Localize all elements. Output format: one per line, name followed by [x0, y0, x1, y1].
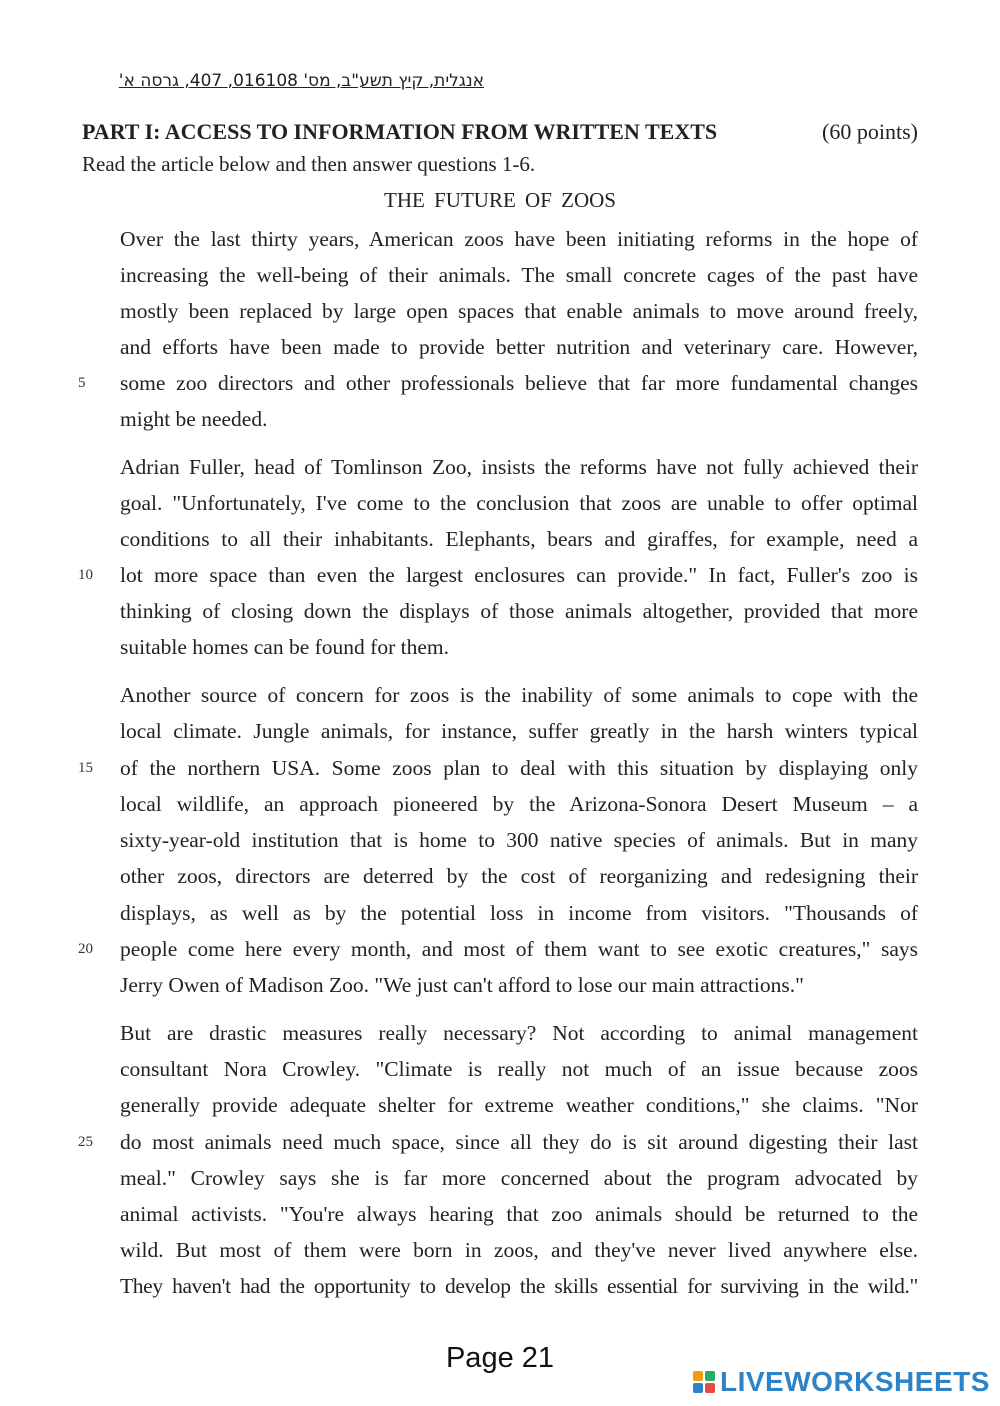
article-line: Another source of concern for zoos is the inability of some animals to cope with the: [120, 683, 918, 707]
article-line: do most animals need much space, since all they do is sit around digesting their last: [120, 1130, 918, 1154]
line-number: 25: [78, 1134, 93, 1150]
article-line: might be needed.: [120, 407, 268, 431]
line-number: 15: [78, 760, 93, 776]
liveworksheets-logo-icon: [692, 1370, 716, 1394]
logo-text: LIVEWORKSHEETS: [720, 1366, 990, 1397]
exam-header: אנגלית, קיץ תשע"ב, מס' 016108, 407, גרסה א': [118, 71, 484, 91]
article-line: consultant Nora Crowley. "Climate is really not much of an issue because zoos: [120, 1057, 918, 1081]
article-line: generally provide adequate shelter for extreme weather conditions," she claims. "Nor: [120, 1093, 918, 1117]
article-line: mostly been replaced by large open spaces that enable animals to move around freely,: [120, 299, 918, 323]
line-number: 10: [78, 567, 93, 583]
article-line: They haven't had the opportunity to develop the skills essential for surviving in the wild.": [120, 1274, 918, 1298]
article-line: meal." Crowley says she is far more concerned about the program advocated by: [120, 1166, 918, 1190]
part-points: (60 points): [822, 119, 918, 144]
article-line: displays, as well as by the potential loss in income from visitors. "Thousands of: [120, 901, 918, 925]
article-line: local wildlife, an approach pioneered by the Arizona-Sonora Desert Museum – a: [120, 792, 918, 816]
article-line: conditions to all their inhabitants. Elephants, bears and giraffes, for example, need a: [120, 527, 918, 551]
article-line: suitable homes can be found for them.: [120, 635, 449, 659]
article-line: increasing the well-being of their animals. The small concrete cages of the past have: [120, 263, 918, 287]
page-number: Page 21: [445, 1342, 555, 1374]
article-line: wild. But most of them were born in zoos, and they've never lived anywhere else.: [120, 1238, 918, 1262]
article-line: Jerry Owen of Madison Zoo. "We just can't afford to lose our main attractions.": [120, 973, 804, 997]
article-line: and efforts have been made to provide better nutrition and veterinary care. However,: [120, 335, 918, 359]
instructions: Read the article below and then answer questions 1-6.: [82, 152, 536, 176]
part-title-row: [82, 116, 918, 148]
article-line: lot more space than even the largest enclosures can provide." In fact, Fuller's zoo is: [120, 563, 918, 587]
article-line: local climate. Jungle animals, for instance, suffer greatly in the harsh winters typical: [120, 719, 918, 743]
article-line: sixty-year-old institution that is home to 300 native species of animals. But in many: [120, 828, 918, 852]
article-line: Over the last thirty years, American zoos have been initiating reforms in the hope of: [120, 227, 918, 251]
article-line: thinking of closing down the displays of those animals altogether, provided that more: [120, 599, 918, 623]
article-line: goal. "Unfortunately, I've come to the conclusion that zoos are unable to offer optimal: [120, 491, 918, 515]
line-number: 20: [78, 941, 93, 957]
liveworksheets-logo[interactable]: [692, 1366, 990, 1398]
article-line: animal activists. "You're always hearing that zoo animals should be returned to the: [120, 1202, 918, 1226]
article-line: Adrian Fuller, head of Tomlinson Zoo, insists the reforms have not fully achieved their: [120, 455, 918, 479]
part-title: PART I: ACCESS TO INFORMATION FROM WRITTEN TEXTS: [82, 119, 718, 144]
article-line: of the northern USA. Some zoos plan to deal with this situation by displaying only: [120, 756, 918, 780]
article-line: But are drastic measures really necessary? Not according to animal management: [120, 1021, 918, 1045]
article-line: other zoos, directors are deterred by the cost of reorganizing and redesigning their: [120, 864, 918, 888]
article-line: some zoo directors and other professionals believe that far more fundamental changes: [120, 371, 918, 395]
article-line: people come here every month, and most of them want to see exotic creatures," says: [120, 937, 918, 961]
article-title: THE FUTURE OF ZOOS: [384, 188, 616, 212]
line-number: 5: [78, 375, 86, 391]
